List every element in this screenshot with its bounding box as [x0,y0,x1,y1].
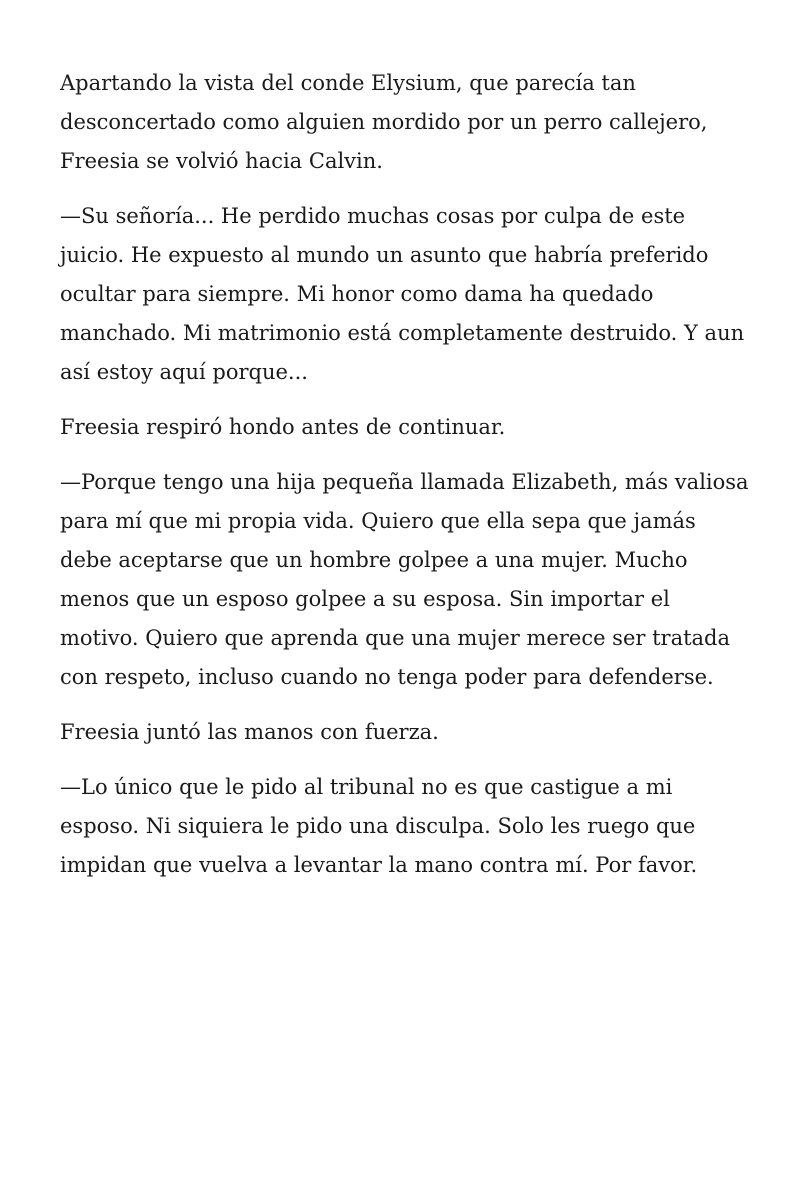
paragraph-6: —Lo único que le pido al tribunal no es que castigue a mi esposo. Ni siquiera le pido una disculpa. Solo les ruego que impidan que vuelva a levantar la mano contra mí. Por favor. [60,775,698,877]
paragraph-5: Freesia juntó las manos con fuerza. [60,720,439,744]
page-body [60,64,750,901]
paragraph-2: —Su señoría... He perdido muchas cosas por culpa de este juicio. He expuesto al mundo un asunto que habría preferido ocultar para siempre. Mi honor como dama ha quedado manchado. Mi matrimonio está completamente destruido. Y aun así estoy aquí porque... [60,204,745,384]
paragraph-4: —Porque tengo una hija pequeña llamada Elizabeth, más valiosa para mí que mi propia vida. Quiero que ella sepa que jamás debe aceptarse que un hombre golpee a una mujer. Mucho menos que un esposo golpee a su esposa. Sin importar el motivo. Quiero que aprenda que una mujer merece ser tratada con respeto, incluso cuando no tenga poder para defenderse. [60,470,749,689]
paragraph-3: Freesia respiró hondo antes de continuar. [60,415,506,439]
paragraph-1: Apartando la vista del conde Elysium, que parecía tan desconcertado como alguien mordido por un perro callejero, Freesia se volvió hacia Calvin. [60,71,708,173]
